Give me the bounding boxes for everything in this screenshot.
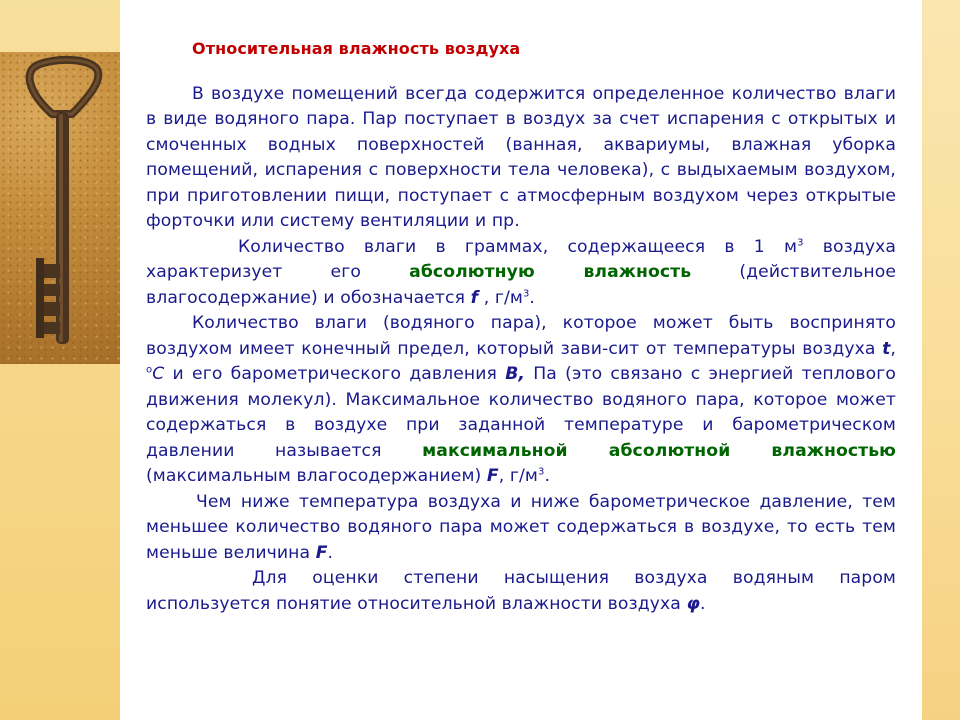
text-span: Количество влаги в граммах, содержащееся в 1 м [238,236,798,257]
symbol-f-max: F [315,542,328,563]
paragraph-intro [146,82,896,235]
symbol-f-max: F [486,466,499,486]
text-span: . [544,466,551,486]
symbol-t: t [882,338,891,359]
text-span: (действительное влагосодержание) и обозначается [146,262,896,308]
key-icon [0,52,120,364]
text-span: , [890,338,896,359]
text-span: Для оценки степени насыщения воздуха водяным паром используется понятие относительной влажности воздуха [146,568,896,614]
unit-c: С [152,364,165,384]
key-photo [0,52,120,364]
superscript: 3 [537,466,545,478]
paragraph-absolute-humidity [146,235,896,312]
text-span: Па (это связано с энергией теплового движения молекул). Максимальное количество водяного пара, которое может содержаться в воздухе при заданной температуре и барометрическом давлении называется [146,364,897,461]
text-span: и его барометрического давления [164,364,506,384]
text-span: , г/м [478,287,523,308]
text-span: (максимальным влагосодержанием) [146,466,487,486]
slide-content [146,36,896,617]
text-span: . [700,593,706,614]
superscript: 3 [522,287,530,299]
text-span: Количество влаги (водяного пара), которое может быть воспринято воздухом имеет конечный предел, который зави-сит от температуры воздуха [146,313,896,359]
text-span: , г/м [498,466,538,486]
symbol-b: B, [505,364,526,384]
degree-sign: о [146,364,153,376]
term-absolute-humidity: абсолютную влажность [409,262,692,282]
slide-title: Относительная влажность воздуха [192,39,521,58]
superscript: 3 [797,236,804,248]
text-span: . [327,542,334,563]
paragraph-relative-humidity [146,566,896,617]
text-span: воздуха характеризует его [146,236,896,282]
intro-text: В воздухе помещений всегда содержится определенное количество влаги в виде водяного пара. Пар поступает в воздух за счет испарения с открытых и смоченных водных поверхностей (ванная, аквариумы, влажная уборка помещений, испарения с поверхности тела человека), с выдыхаемым воздухом, при приготовлении пищи, поступает с атмосферным воздухом через открытые форточки или систему вентиляции и пр. [146,83,896,231]
right-decor-strip [922,0,960,720]
symbol-phi: φ [686,593,701,614]
symbol-f: f [470,287,479,308]
paragraph-temperature-effect [146,490,896,567]
text-span: Чем ниже температура воздуха и ниже барометрическое давление, тем меньшее количество водяного пара может содержаться в воздухе, то есть тем меньше величина [146,491,896,563]
paragraph-max-humidity [146,311,896,490]
term-max-absolute-humidity: максимальной абсолютной влажностью [422,440,896,461]
text-span: . [529,287,535,308]
